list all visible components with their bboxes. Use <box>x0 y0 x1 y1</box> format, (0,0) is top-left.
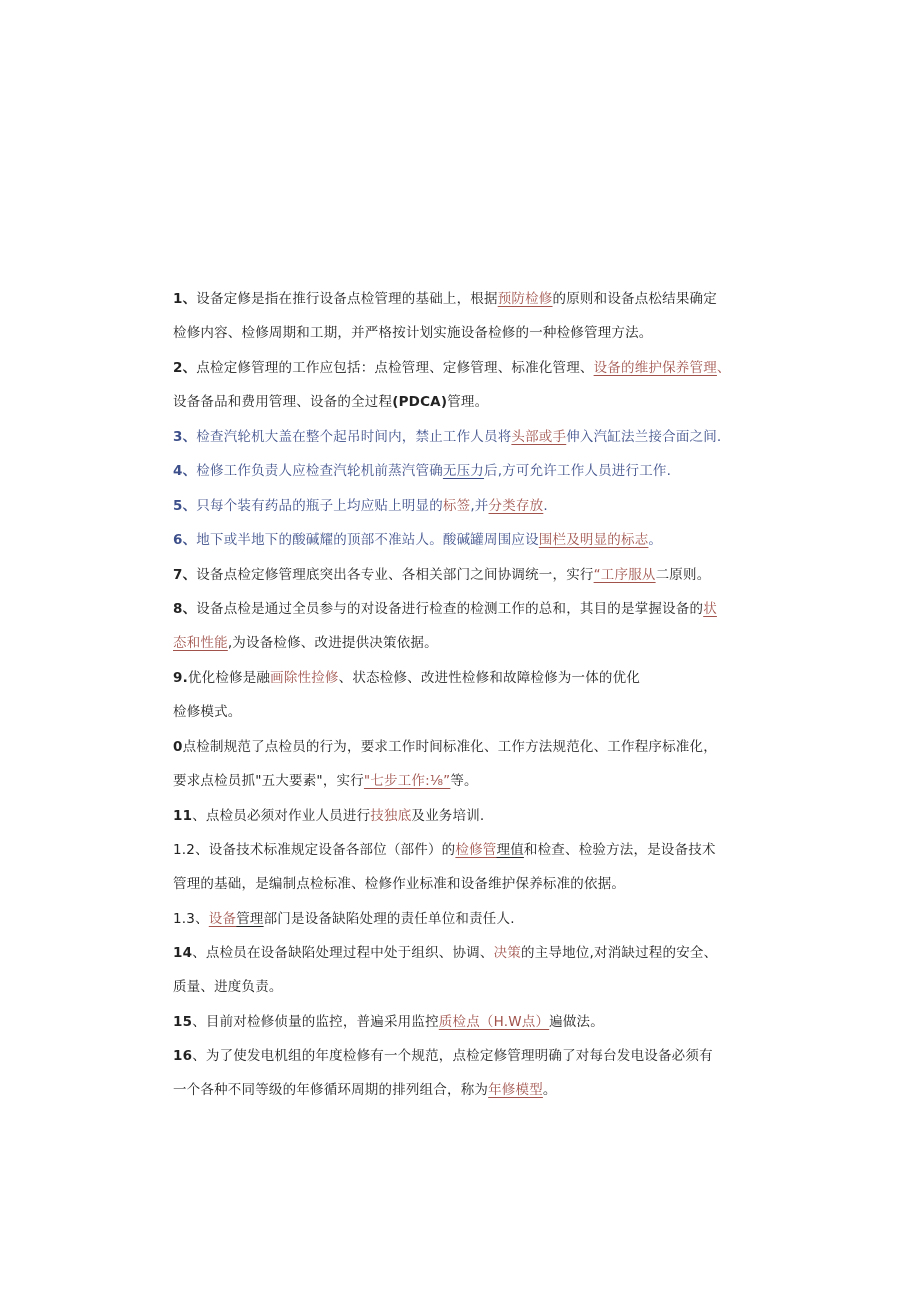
item-text: 、状态检修、改进性检修和故障检修为一体的优化 <box>338 670 641 686</box>
item-text: 、目前对检修侦量的监控，普遍采用监控 <box>192 1014 439 1030</box>
item-number: 8、 <box>173 601 197 617</box>
highlighted-term: 分类存放 <box>488 498 544 514</box>
highlighted-term: 质检点（H.W点） <box>438 1014 550 1030</box>
item-1-line-1 <box>173 290 717 308</box>
item-text: 、点检员必须对作业人员进行 <box>192 808 371 824</box>
item-number: 14 <box>173 945 193 961</box>
item-12-line-1 <box>173 841 716 859</box>
item-text: 等。 <box>450 773 478 789</box>
item-number: 1.3 <box>173 911 196 927</box>
item-number: 15 <box>173 1014 193 1030</box>
item-10-line-1 <box>173 738 717 756</box>
item-text: 优化检修是融 <box>187 670 271 686</box>
item-number: 5、 <box>173 498 197 514</box>
item-text: 、设备技术标准规定设备各部位（部件）的 <box>195 842 456 858</box>
item-6-line-1 <box>173 531 662 549</box>
item-text: 、为了使发电机组的年度检修有一个规范，点检定修管理明确了对每台发电设备必须有 <box>192 1048 713 1064</box>
highlighted-term: "七步工作:⅛” <box>363 773 451 789</box>
item-number: 16 <box>173 1048 193 1064</box>
highlighted-term: 头部或手 <box>511 429 567 445</box>
item-text: 一个各种不同等级的年修循环周期的排列组合，称为 <box>173 1082 489 1098</box>
item-8-line-2 <box>173 634 438 652</box>
item-12-line-2 <box>173 875 625 893</box>
item-text: 检修工作负责人应检查汽轮机前蒸汽管确 <box>196 463 443 479</box>
item-text: 和检查、检验方法，是设备技术 <box>523 842 716 858</box>
item-text: 检修模式。 <box>173 704 242 720</box>
highlighted-term: 理值 <box>496 842 524 858</box>
item-16-line-2 <box>173 1081 557 1099</box>
item-number: 1、 <box>173 291 197 307</box>
item-text: 设备备品和费用管理、设备的全过程 <box>173 394 393 410</box>
item-number: 2、 <box>173 360 197 376</box>
item-text: 检修内容、检修周期和工期，并严格按计划实施设备检修的一种检修管理方法。 <box>173 325 653 341</box>
item-number: 4、 <box>173 463 197 479</box>
highlighted-term: 设备的维护保养管理 <box>593 360 717 376</box>
item-text: (PDCA) <box>392 394 448 410</box>
item-8-line-1 <box>173 600 717 618</box>
item-text: 设备点检定修管理底突出各专业、各相关部门之间协调统一，实行 <box>196 567 594 583</box>
item-text: 、 <box>716 360 731 376</box>
highlighted-term: 设备 <box>208 911 237 927</box>
highlighted-term: 年修模型 <box>488 1082 543 1098</box>
item-4-line-1 <box>173 462 671 480</box>
item-text: 二原则。 <box>655 567 711 583</box>
item-14-line-1 <box>173 944 717 962</box>
item-text: 管理的基础，是编制点检标准、检修作业标准和设备维护保养标准的依据。 <box>173 876 626 892</box>
highlighted-term: 检修管 <box>455 842 497 858</box>
item-text: 管理。 <box>447 394 489 410</box>
item-7-line-1 <box>173 566 710 584</box>
highlighted-term: 预防检修 <box>497 291 553 307</box>
item-number: 9. <box>173 670 188 686</box>
item-text: 遍做法。 <box>549 1014 604 1030</box>
highlighted-term: 标签 <box>442 498 471 514</box>
item-text: 要求点检员抓"五大要素"，实行 <box>173 773 364 789</box>
item-text: 质量、进度负责。 <box>173 979 283 995</box>
highlighted-term: 无压力 <box>442 463 485 479</box>
item-number: 6、 <box>173 532 197 548</box>
item-number: 1.2 <box>173 842 196 858</box>
item-text: 的原则和设备点松结果确定 <box>552 291 717 307</box>
item-text: 设备定修是指在推行设备点检管理的基础上，根据 <box>196 291 498 307</box>
highlighted-term: 画除性捡修 <box>270 670 339 686</box>
item-1-line-2 <box>173 324 653 342</box>
item-text: 及业务培训. <box>411 808 485 824</box>
item-text: 。 <box>542 1082 557 1098</box>
item-text: 。 <box>648 532 663 548</box>
item-number: 0 <box>173 739 183 755</box>
item-14-line-2 <box>173 978 283 996</box>
item-number: 3、 <box>173 429 197 445</box>
highlighted-term: 管理 <box>236 911 264 927</box>
item-text: 后,方可允许工作人员进行工作. <box>484 463 672 479</box>
item-text: 只每个装有药品的瓶子上均应贴上明显的 <box>196 498 443 514</box>
item-text: 点检定修管理的工作应包括：点检管理、定修管理、标准化管理、 <box>196 360 594 376</box>
item-2-line-1 <box>173 359 731 377</box>
item-number: 11 <box>173 808 193 824</box>
item-2-line-2 <box>173 393 488 411</box>
item-text: 设备点检是通过全员参与的对设备进行检查的检测工作的总和，其目的是掌握设备的 <box>196 601 704 617</box>
item-number: 7、 <box>173 567 197 583</box>
item-16-line-1 <box>173 1047 713 1065</box>
highlighted-term: 状 <box>703 601 717 617</box>
item-9-line-1 <box>173 669 640 687</box>
item-11-line-1 <box>173 807 484 825</box>
item-9-line-2 <box>173 703 242 721</box>
item-5-line-1 <box>173 497 548 515</box>
item-text: 点检制规范了点检员的行为，要求工作时间标准化、工作方法规范化、工作程序标准化， <box>182 739 717 755</box>
item-text: 检查汽轮机大盖在整个起吊时间内，禁止工作人员将 <box>196 429 512 445</box>
item-text: 地下或半地下的酸碱耀的顶部不准站人。酸碱罐周围应设 <box>196 532 539 548</box>
highlighted-term: 技独底 <box>370 808 412 824</box>
item-text: 伸入汽缸法兰接合面之间. <box>566 429 722 445</box>
item-10-line-2 <box>173 772 478 790</box>
item-text: ,并 <box>470 498 489 514</box>
item-3-line-1 <box>173 428 721 446</box>
item-text: . <box>543 498 548 514</box>
item-text: 部门是设备缺陷处理的责任单位和责任人. <box>263 911 515 927</box>
item-15-line-1 <box>173 1013 604 1031</box>
item-text: 、点检员在设备缺陷处理过程中处于组织、协调、 <box>192 945 494 961</box>
highlighted-term: “工序服从 <box>593 567 656 583</box>
item-text: 、 <box>195 911 209 927</box>
highlighted-term: 决策 <box>493 945 521 961</box>
item-text: 的主导地位,对消缺过程的安全、 <box>521 945 718 961</box>
highlighted-term: 态和性能 <box>173 635 228 651</box>
highlighted-term: 围栏及明显的标志 <box>538 532 649 548</box>
item-13-line-1 <box>173 910 515 928</box>
item-text: ,为设备检修、改进提供决策依据。 <box>227 635 438 651</box>
